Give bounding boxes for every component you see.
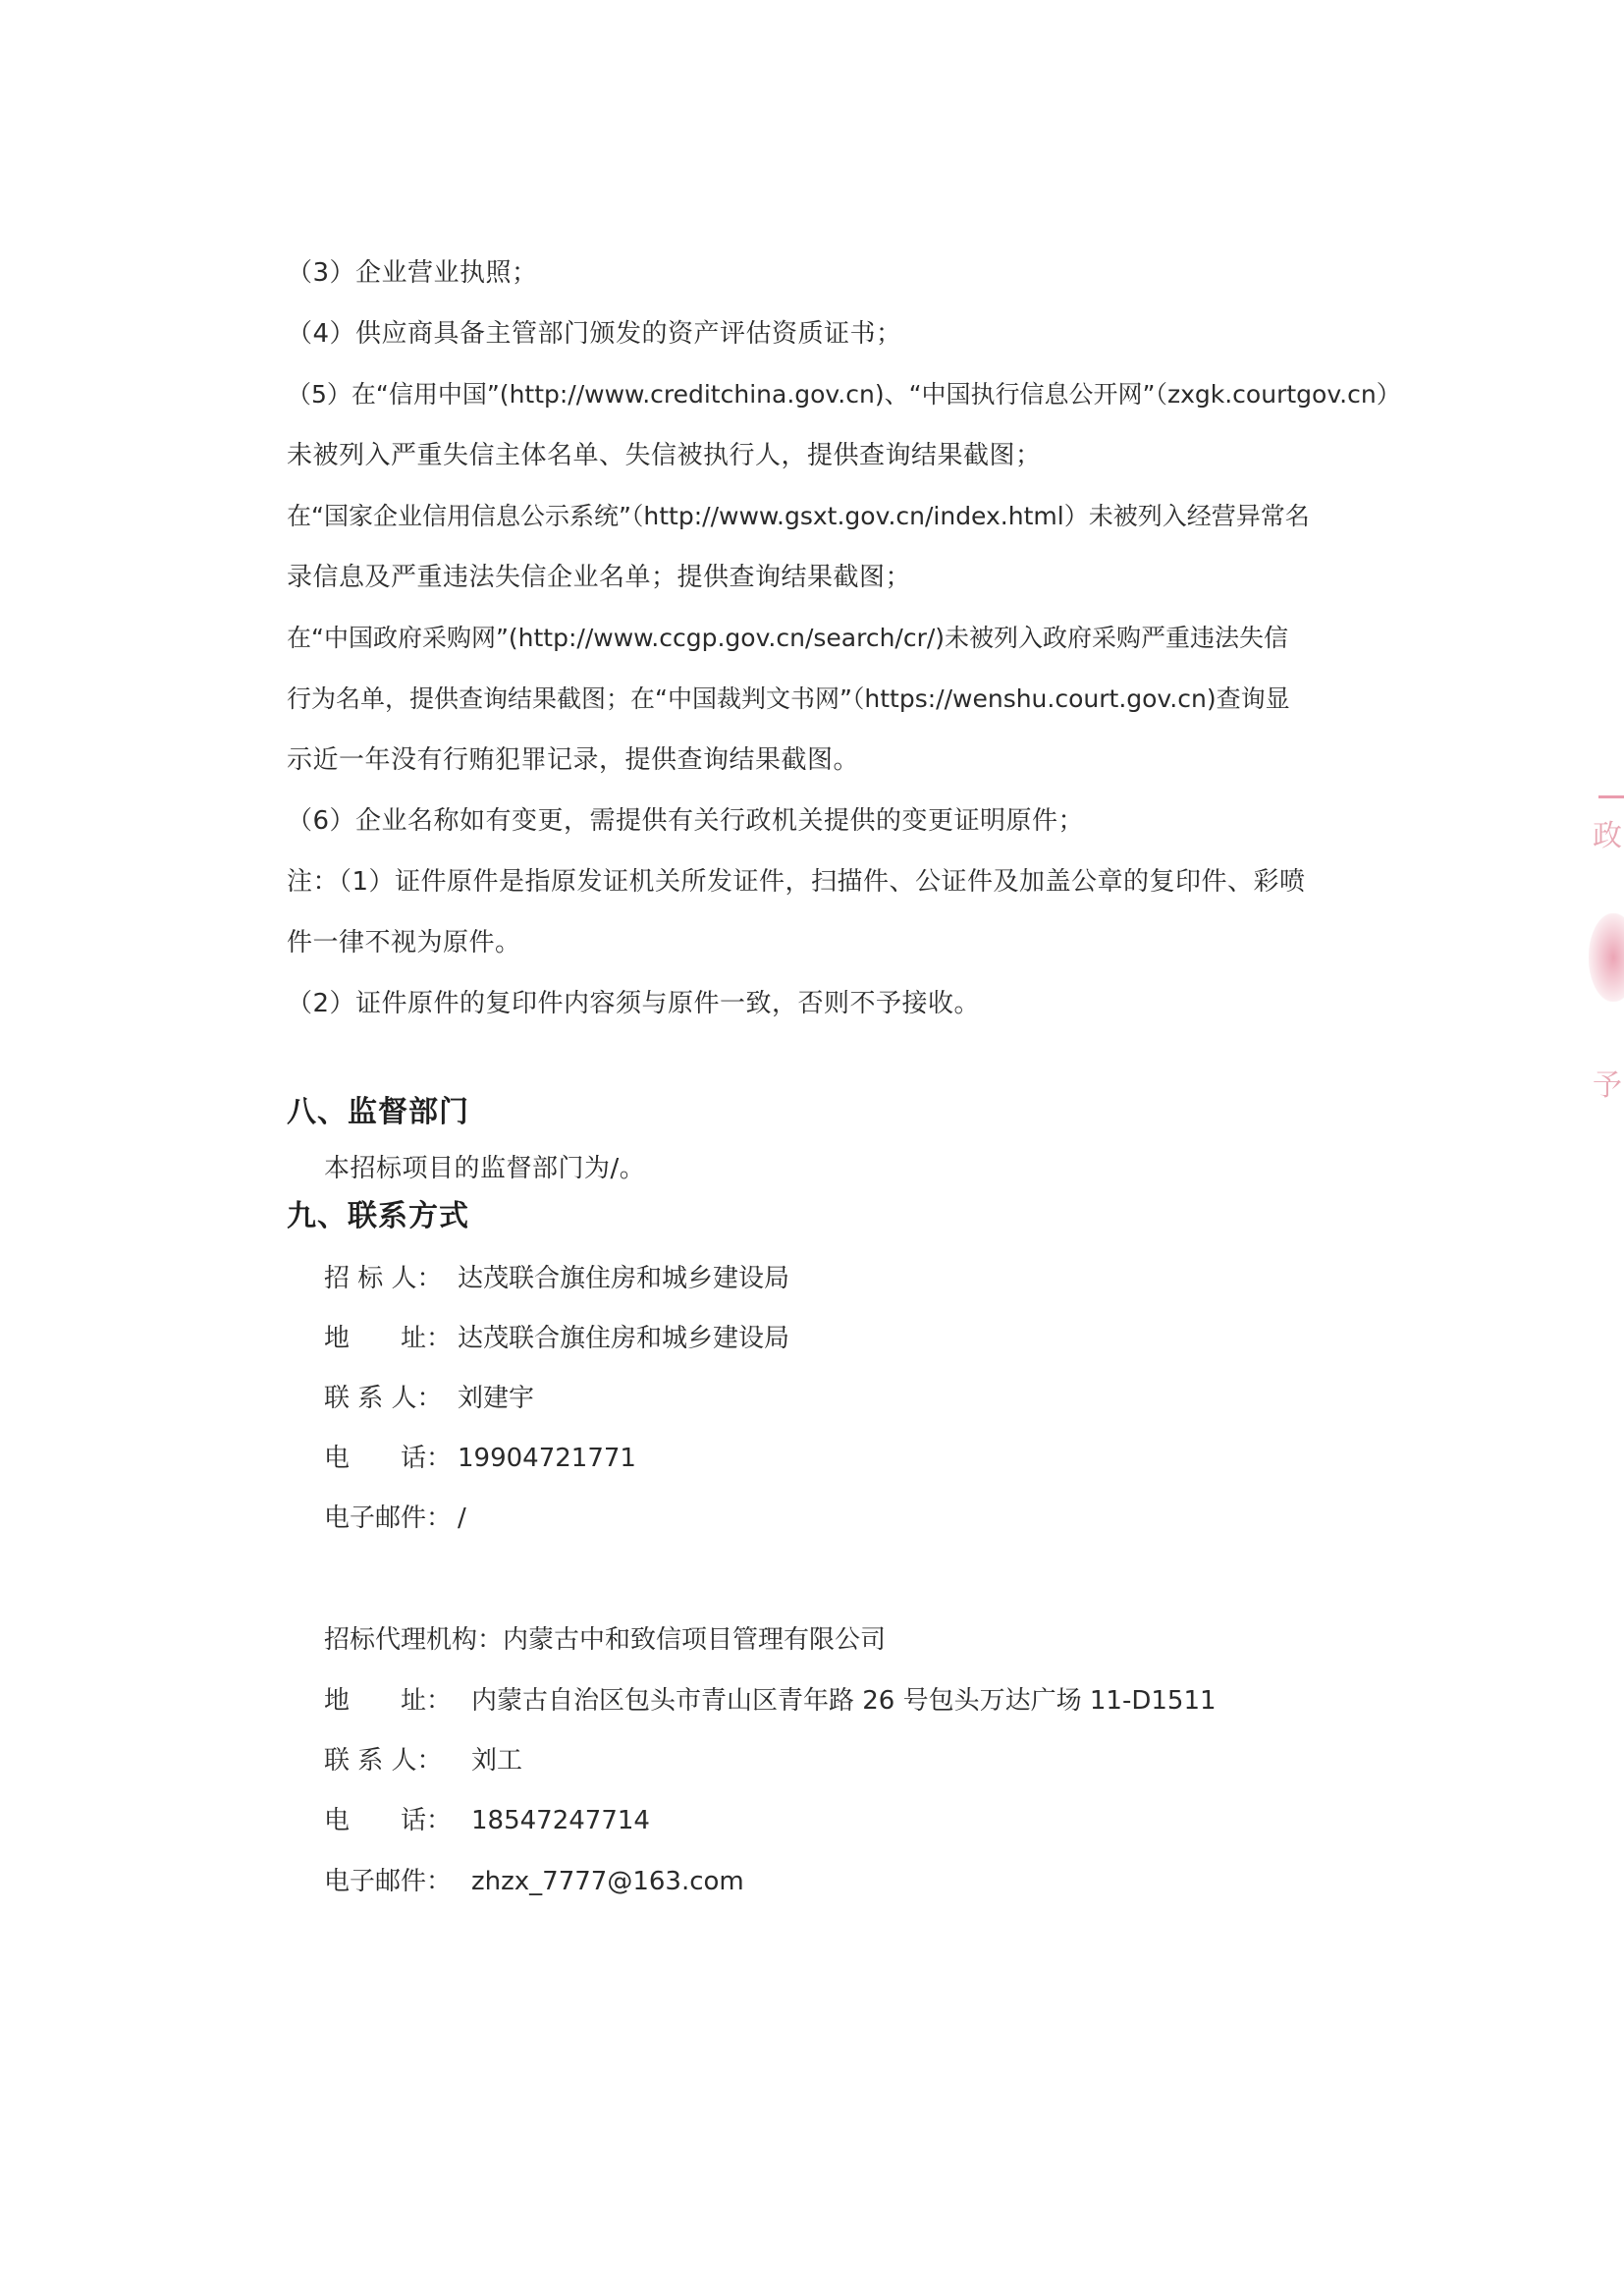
tenderer-address-row bbox=[324, 1319, 789, 1358]
tenderer-address-label: 地 址： bbox=[324, 1324, 453, 1353]
requirement-item-5-line-3: 在“国家企业信用信息公示系统”（http://www.gsxt.gov.cn/index.html）未被列入经营异常名 bbox=[287, 502, 1310, 530]
tenderer-contact-value: 刘建宇 bbox=[458, 1384, 535, 1413]
seal-border-fragment bbox=[1598, 795, 1624, 798]
tenderer-contact-label: 联 系 人： bbox=[324, 1384, 443, 1413]
requirement-item-5-line-4: 录信息及严重违法失信企业名单；提供查询结果截图； bbox=[287, 563, 912, 592]
agency-name-label: 招标代理机构： bbox=[324, 1625, 504, 1655]
tenderer-name-row bbox=[324, 1259, 789, 1298]
note-2: （2）证件原件的复印件内容须与原件一致，否则不予接收。 bbox=[287, 989, 981, 1018]
requirement-item-5-line-1: （5）在“信用中国”(http://www.creditchina.gov.cn)、“中国执行信息公开网”（zxgk.courtgov.cn） bbox=[287, 380, 1401, 409]
requirement-item-4: （4）供应商具备主管部门颁发的资产评估资质证书； bbox=[287, 319, 902, 349]
agency-contact-row bbox=[324, 1741, 522, 1780]
tenderer-email-row bbox=[324, 1499, 466, 1538]
tenderer-phone-row bbox=[324, 1439, 636, 1478]
tenderer-address-value: 达茂联合旗住房和城乡建设局 bbox=[458, 1324, 790, 1353]
agency-address-label: 地 址： bbox=[324, 1686, 453, 1716]
note-1-line-2: 件一律不视为原件。 bbox=[287, 928, 521, 957]
tenderer-phone-label: 电 话： bbox=[324, 1444, 453, 1473]
tenderer-phone-value: 19904721771 bbox=[458, 1444, 636, 1473]
section-8-text: 本招标项目的监督部门为/。 bbox=[324, 1154, 646, 1183]
requirement-item-6: （6）企业名称如有变更，需提供有关行政机关提供的变更证明原件； bbox=[287, 806, 1085, 836]
tenderer-contact-row bbox=[324, 1379, 534, 1418]
agency-phone-label: 电 话： bbox=[324, 1806, 453, 1835]
tenderer-email-label: 电子邮件： bbox=[324, 1503, 453, 1533]
requirement-item-3: （3）企业营业执照； bbox=[287, 258, 538, 288]
agency-contact-value: 刘工 bbox=[471, 1746, 523, 1776]
agency-email-value: zhzx_7777@163.com bbox=[471, 1867, 744, 1896]
agency-email-label: 电子邮件： bbox=[324, 1867, 453, 1896]
tenderer-name-value: 达茂联合旗住房和城乡建设局 bbox=[458, 1264, 790, 1293]
seal-star-fragment bbox=[1589, 913, 1624, 1002]
agency-address-row bbox=[324, 1681, 1217, 1721]
agency-phone-value: 18547247714 bbox=[471, 1806, 650, 1835]
agency-name-row bbox=[324, 1620, 886, 1660]
requirement-item-5-line-7: 示近一年没有行贿犯罪记录，提供查询结果截图。 bbox=[287, 745, 860, 775]
tenderer-name-label: 招 标 人： bbox=[324, 1264, 443, 1293]
requirement-item-5-line-5: 在“中国政府采购网”(http://www.ccgp.gov.cn/search/cr/)未被列入政府采购严重违法失信 bbox=[287, 624, 1289, 652]
tenderer-email-value: / bbox=[458, 1503, 466, 1533]
note-1-line-1: 注：（1）证件原件是指原发证机关所发证件，扫描件、公证件及加盖公章的复印件、彩喷 bbox=[287, 867, 1306, 897]
section-8-heading: 八、监督部门 bbox=[287, 1095, 469, 1129]
seal-char-top: 政 bbox=[1593, 819, 1622, 853]
requirement-item-5-line-6: 行为名单，提供查询结果截图；在“中国裁判文书网”（https://wenshu.court.gov.cn)查询显 bbox=[287, 684, 1290, 713]
agency-address-value: 内蒙古自治区包头市青山区青年路 26 号包头万达广场 11-D1511 bbox=[471, 1686, 1217, 1716]
section-9-heading: 九、联系方式 bbox=[287, 1199, 469, 1233]
seal-char-bottom: 予 bbox=[1593, 1068, 1622, 1103]
agency-contact-label: 联 系 人： bbox=[324, 1746, 443, 1776]
requirement-item-5-line-2: 未被列入严重失信主体名单、失信被执行人，提供查询结果截图； bbox=[287, 441, 1042, 470]
agency-phone-row bbox=[324, 1801, 650, 1840]
agency-email-row bbox=[324, 1862, 744, 1901]
agency-name-value: 内蒙古中和致信项目管理有限公司 bbox=[503, 1625, 887, 1655]
